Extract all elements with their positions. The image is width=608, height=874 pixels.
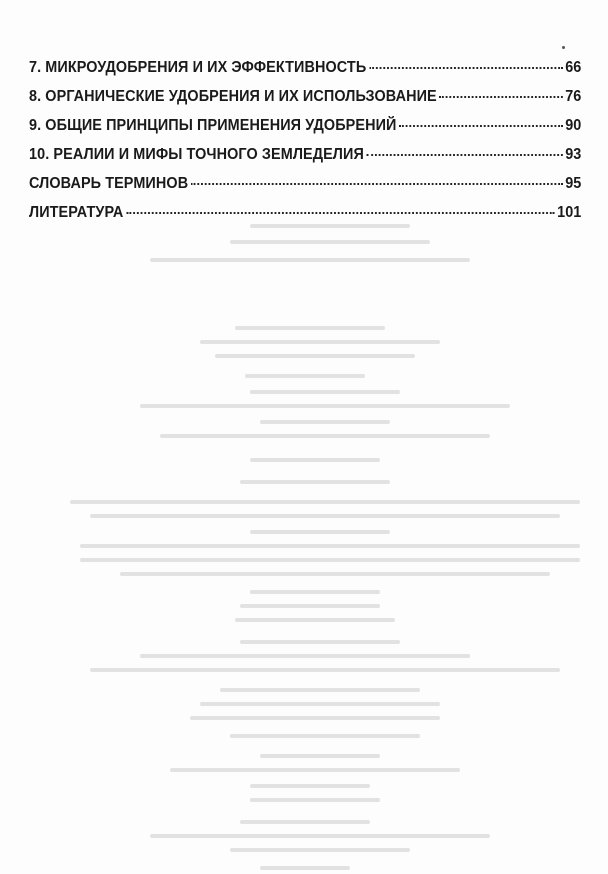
toc-entry-title: 8. ОРГАНИЧЕСКИЕ УДОБРЕНИЯ И ИХ ИСПОЛЬЗОВАНИЕ (29, 88, 437, 105)
dot-leader (126, 212, 554, 214)
toc-entry-page: 90 (565, 117, 582, 134)
toc-entry-page: 66 (565, 59, 582, 76)
toc-entry-title: 7. МИКРОУДОБРЕНИЯ И ИХ ЭФФЕКТИВНОСТЬ (29, 59, 367, 76)
dot-leader (399, 125, 562, 127)
dot-leader (369, 67, 562, 69)
toc-entry-title: СЛОВАРЬ ТЕРМИНОВ (29, 175, 189, 192)
dot-leader (440, 96, 563, 98)
toc-entry-page: 95 (565, 175, 582, 192)
toc-entry-title: ЛИТЕРАТУРА (29, 204, 124, 221)
page-speck (562, 46, 565, 49)
toc-entry-literature (29, 204, 581, 233)
toc-entry-title: 9. ОБЩИЕ ПРИНЦИПЫ ПРИМЕНЕНИЯ УДОБРЕНИЙ (29, 117, 397, 134)
dot-leader (367, 154, 563, 156)
toc-entry-glossary (29, 175, 581, 204)
dot-leader (191, 183, 562, 185)
toc-entry-page: 76 (565, 88, 582, 105)
toc-entry-organic-fertilizers (29, 88, 581, 117)
toc-entry-page: 93 (565, 146, 582, 163)
toc-entry-microfertilizers (29, 59, 581, 88)
toc-entry-title: 10. РЕАЛИИ И МИФЫ ТОЧНОГО ЗЕМЛЕДЕЛИЯ (29, 146, 364, 163)
toc-entry-page: 101 (557, 204, 582, 221)
toc-entry-precision-farming (29, 146, 581, 175)
table-of-contents (29, 59, 581, 233)
toc-entry-general-principles (29, 117, 581, 146)
